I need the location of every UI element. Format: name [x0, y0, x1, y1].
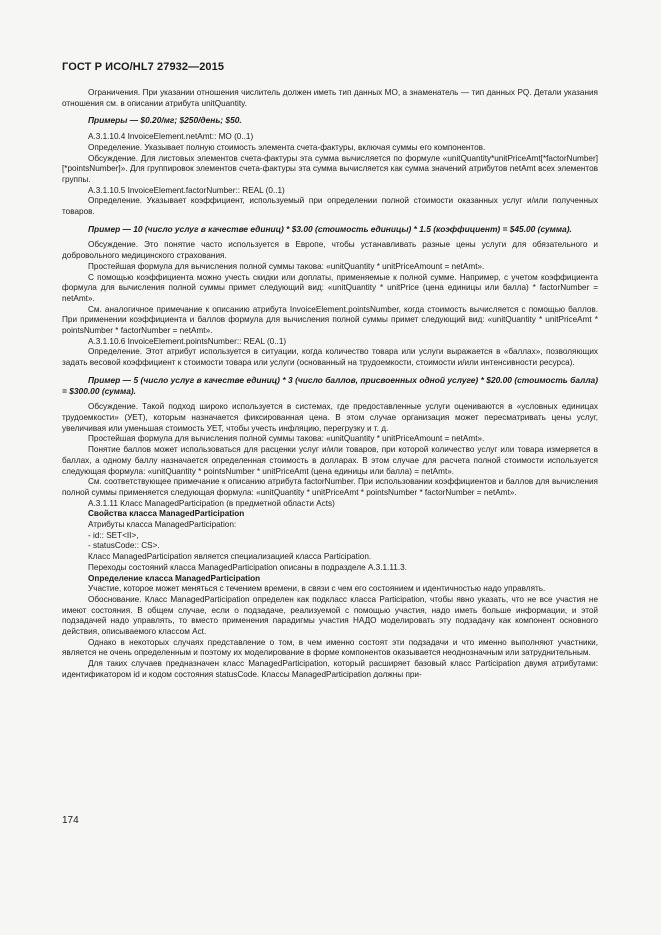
paragraph: Понятие баллов может использоваться для расценки услуг и/или товаров, при которой количество услуг или товара измеряется в баллах, а одному баллу назначается определенная стоимость в долларах. В этом случае для расчета полной стоимости используется следующая формула: «unitQuantity * pointsNumber * unitPriceAmt (цена единицы или балла) = netAmt». [62, 445, 598, 476]
example-paragraph: Примеры — $0.20/мг; $250/день; $50. [88, 115, 242, 126]
subsection-heading: Свойства класса ManagedParticipation [88, 509, 245, 519]
section-heading: A.3.1.10.6 InvoiceElement.pointsNumber:: REAL (0..1) [88, 336, 287, 346]
paragraph: Обсуждение. Это понятие часто используется в Европе, чтобы устанавливать разные цены услуги для обязательного и добровольного медицинского страхования. [62, 240, 598, 261]
page-number: 174 [62, 815, 79, 826]
paragraph: Участие, которое может меняться с течением времени, в связи с чем его состоянием и идентичностью надо управлять. [88, 584, 546, 594]
document-header: ГОСТ Р ИСО/HL7 27932—2015 [62, 61, 225, 73]
paragraph: Определение. Указывает коэффициент, используемый при определении полной стоимости оказанных услуг и/или полученных товаров. [62, 196, 598, 217]
section-heading: A.3.1.11 Класс ManagedParticipation (в предметной области Acts) [88, 498, 335, 508]
section-heading: A.3.1.10.5 InvoiceElement.factorNumber:: REAL (0..1) [88, 185, 285, 195]
paragraph: Обсуждение. Такой подход широко используется в системах, где предоставленные услуги оцениваются в «условных единицах трудоемкости» (УЕТ), которым назначается фиксированная цена. В этом случае организация может пересматривать цены услуг, увеличивая или уменьшая стоимость УЕТ, чтобы учесть инфляцию, перегрузку и т. д. [62, 402, 598, 433]
paragraph: Обсуждение. Для листовых элементов счета-фактуры эта сумма вычисляется по формуле «unitQuantity*unitPriceAmt[*factorNumber][*pointsNumber]». Для группировок элементов счета-фактуры эта сумма вычисляется как сумма значений атрибутов netAmt всех элементов группы. [62, 153, 598, 184]
paragraph: Атрибуты класса ManagedParticipation: [88, 520, 237, 530]
paragraph: Переходы состояний класса ManagedParticipation описаны в подразделе A.3.1.11.3. [88, 562, 407, 572]
paragraph: Простейшая формула для вычисления полной суммы такова: «unitQuantity * unitPriceAmount = netAmt». [88, 434, 485, 444]
paragraph: Класс ManagedParticipation является специализацией класса Participation. [88, 552, 372, 562]
paragraph: Определение. Указывает полную стоимость элемента счета-фактуры, включая суммы его компонентов. [88, 142, 486, 152]
paragraph: Определение. Этот атрибут используется в ситуации, когда количество товара или услуги выражается в «баллах», позволяющих задать весовой коэффициент к стоимости товара или услуги (основанный на трудоемкости, стоимости и/или интенсивности ресурса). [62, 347, 598, 368]
example-paragraph: Пример — 10 (число услуг в качестве единиц) * $3.00 (стоимость единицы) * 1.5 (коэффициент) = $45.00 (сумма). [88, 223, 572, 234]
paragraph: С помощью коэффициента можно учесть скидки или доплаты, применяемые к полной сумме. Например, с учетом коэффициента формула для вычисления полной суммы примет следующий вид: «unitQuantity * unitPrice (цена единицы или балла) * factorNumber = netAmt». [62, 272, 598, 303]
example-paragraph: Пример — 5 (число услуг в качестве единиц) * 3 (число баллов, присвоенных одной услуге) * $20.00 (стоимость балла) = $300.00 (сумма). [62, 374, 598, 396]
paragraph: Обоснование. Класс ManagedParticipation определен как подкласс класса Participation, чтобы явно указать, что не все участия не имеют состояния. В общем случае, если о подзадаче, реализуемой с помощью участия, надо иметь больше информации, и этой подзадачей надо управлять, то вместо применения парадигмы участия НАДО моделировать эту подзадачу как компонент основного действия, описываемого классом Act. [62, 594, 598, 637]
paragraph: Ограничения. При указании отношения числитель должен иметь тип данных MO, а знаменатель — тип данных PQ. Детали указания отношения см. в описании атрибута unitQuantity. [62, 88, 598, 108]
section-heading: A.3.1.10.4 InvoiceElement.netAmt:: MO (0..1) [88, 132, 254, 142]
paragraph: См. соответствующее примечание к описанию атрибута factorNumber. При использовании коэффициентов и баллов для вычисления полной суммы применяется следующая формула: «unitQuantity * unitPriceAmt * pointsNumber * factorNumber = netAmt». [62, 477, 598, 497]
list-item: - statusCode:: CS>. [88, 541, 160, 551]
paragraph: Простейшая формула для вычисления полной суммы такова: «unitQuantity * unitPriceAmount = netAmt». [88, 261, 485, 271]
paragraph: См. аналогичное примечание к описанию атрибута InvoiceElement.pointsNumber, когда стоимость вычисляется с помощью баллов. При применении коэффициента и баллов формула для вычисления полной суммы примет следующий вид: «unitQuantity * unitPriceAmt * pointsNumber * factorNumber = netAmt». [62, 304, 598, 336]
paragraph: Для таких случаев предназначен класс ManagedParticipation, который расширяет базовый класс Participation двумя атрибутами: идентификатором id и кодом состояния statusCode. Классы ManagedParticipation должны при- [62, 659, 598, 679]
page-body [62, 88, 598, 681]
paragraph: Однако в некоторых случаях представление о том, в чем именно состоят эти подзадачи и что именно выполняют участники, является не очень определенным и поэтому их моделирование в форме компонентов оказывается неоднозначным или затруднительным. [62, 637, 598, 658]
subsection-heading: Определение класса ManagedParticipation [88, 573, 261, 583]
list-item: - id:: SET<II>, [88, 530, 139, 540]
